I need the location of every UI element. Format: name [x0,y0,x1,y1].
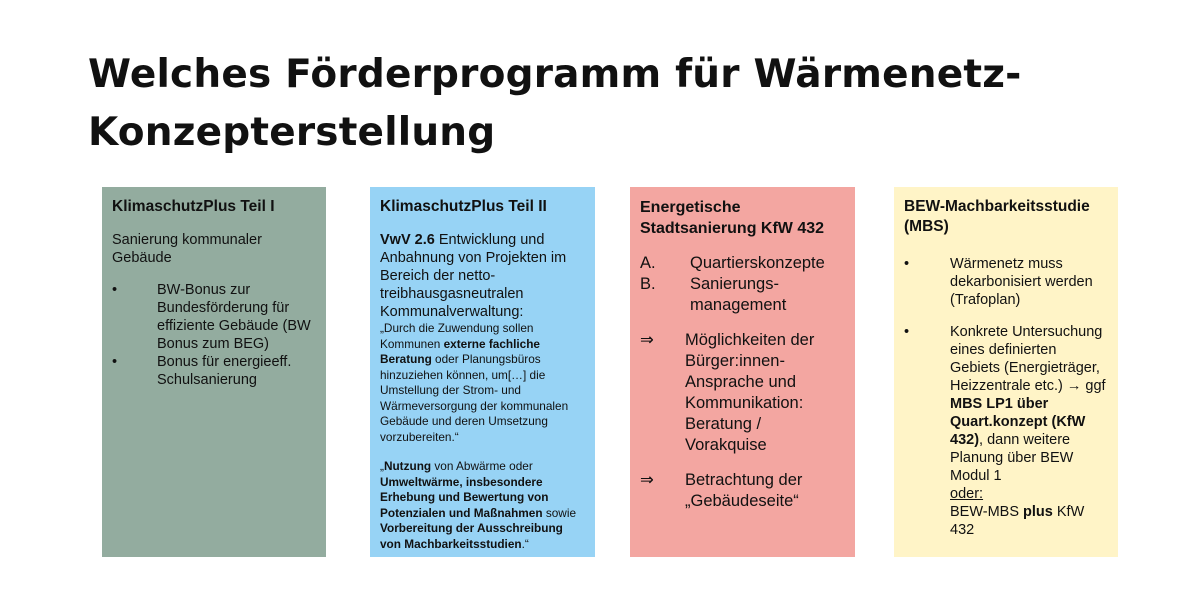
list-item-text: Betrachtung der „Gebäudeseite“ [685,471,803,510]
vwv-label: VwV 2.6 [380,232,435,248]
quote-1: „Durch die Zuwendung sollen Kommunen externe fachliche Beratung oder Planungsbüros hinzuziehen können, um[…] die Umstellung der Strom- und Wärmeversorgung der kommunalen Gebäude und deren Umsetzung vorzubereiten.“ [380,321,569,444]
page-title-line-1: Welches Förderprogramm für Wärmenetz- [88,52,1022,97]
card-bew-machbarkeitsstudie [894,187,1118,557]
list-item-text: Bonus für energieeff. Schulsanierung [157,354,292,388]
page-title [88,46,1088,162]
bullet-marker: • [904,324,910,340]
list-item [640,470,847,512]
quote-2: „Nutzung von Abwärme oder Umweltwärme, insbesondere Erhebung und Bewertung von Potenzialen und Maßnahmen sowie Vorbereitung der Ausschreibung von Machbarkeitsstudien.“ [380,459,577,551]
card-title: Energetische Stadtsanierung KfW 432 [640,199,825,237]
card-title: KlimaschutzPlus Teil I [112,198,275,215]
bullet-marker: • [112,354,118,370]
bullet-marker: • [904,256,910,272]
bullet-marker: • [112,282,118,298]
card-klimaschutzplus-teil-2 [370,187,595,557]
card-kfw-432 [630,187,855,557]
list-item-text: Sanierungs-management [690,275,787,314]
list-marker: A. [640,254,656,272]
list-item-text: Quartierskonzepte [690,254,825,272]
or-label: oder: [950,486,984,502]
arrow-icon: ⇒ [640,331,654,349]
vwv-paragraph: VwV 2.6 Entwicklung und Anbahnung von Projekten im Bereich der netto-treibhausgasneutralen Kommunalverwaltung: [380,232,567,320]
list-item [640,253,847,274]
list-item [640,274,847,316]
card-klimaschutzplus-teil-1 [102,187,326,557]
page-title-line-2: Konzepterstellung [88,110,496,155]
list-item: • Konkrete Untersuchung eines definierten Gebiets (Energieträger, Heizzentrale etc.) → ggf MBS LP1 über Quart.konzept (KfW 432), dann weitere Planung über BEW Modul 1 oder: BEW-MBS plus KfW 432 [904,323,1110,539]
card-subtitle: Sanierung kommunaler Gebäude [112,232,262,266]
list-item [112,281,318,353]
arrow-icon: ⇒ [640,471,654,489]
list-item [640,330,847,456]
list-item [112,353,318,389]
card-title: KlimaschutzPlus Teil II [380,198,547,215]
list-item [904,255,1110,309]
list-marker: B. [640,275,656,293]
list-item-text: BW-Bonus zur Bundesförderung für effiziente Gebäude (BW Bonus zum BEG) [157,282,311,352]
list-item-text: Wärmenetz muss dekarbonisiert werden (Trafoplan) [950,256,1093,308]
card-title: BEW-Machbarkeitsstudie (MBS) [904,198,1090,235]
list-item-text: Möglichkeiten der Bürger:innen-Ansprache und Kommunikation: Beratung / Vorakquise [685,331,815,454]
